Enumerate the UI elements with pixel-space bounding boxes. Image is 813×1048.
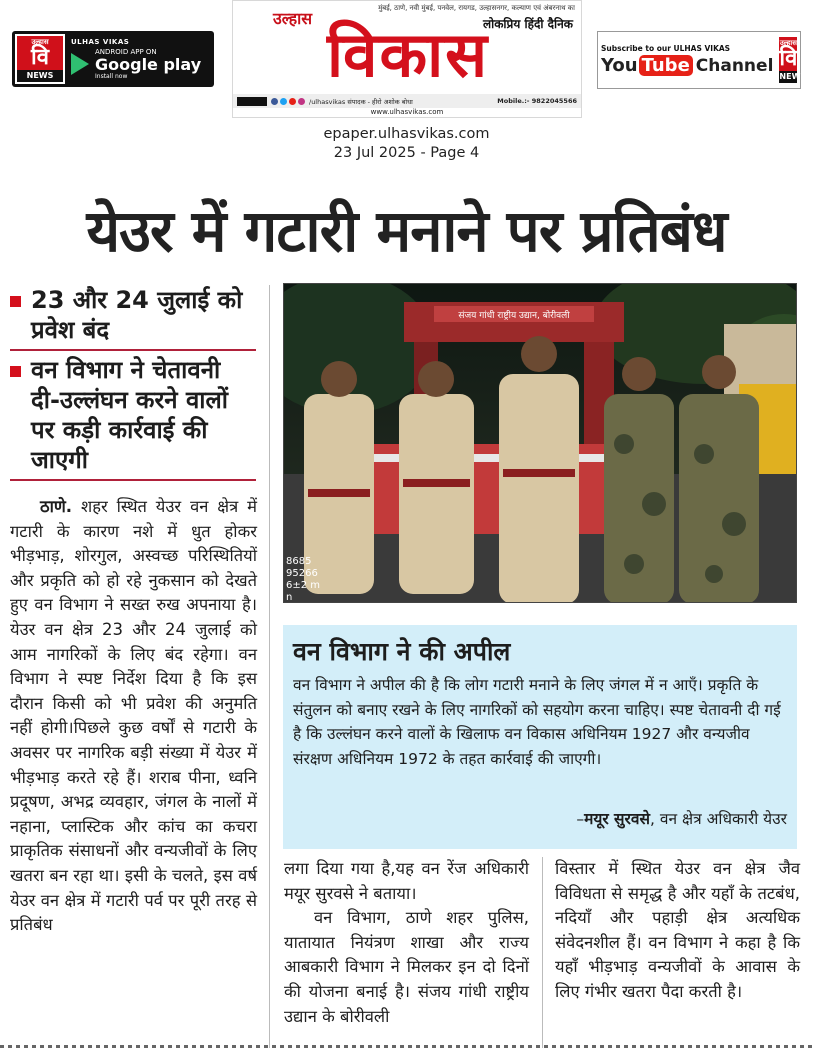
dateline: ठाणे.: [40, 497, 73, 516]
appeal-box: [283, 625, 797, 849]
red-square-bullet-icon: [10, 296, 21, 307]
youtube-icon: [289, 98, 296, 105]
bullet-text: वन विभाग ने चेतावनी दी-उल्लंघन करने वालों पर कड़ी कार्रवाई की जाएगी: [31, 356, 228, 474]
date-page: 23 Jul 2025 - Page 4: [333, 145, 480, 161]
stamp-line: 8685: [286, 556, 312, 567]
facebook-icon: [271, 98, 278, 105]
logo-news-strip: NEWS: [779, 72, 807, 81]
column-divider: [269, 285, 270, 1048]
logo-small-text: उल्हास: [31, 38, 49, 46]
google-play-label: Google play: [95, 55, 202, 74]
youtube-channel-word: Channel: [695, 55, 774, 76]
mobile-number: Mobile.:- 9822045566: [497, 97, 577, 105]
website-url[interactable]: www.ulhasvikas.com: [370, 108, 444, 116]
column-2-paragraph-1: लगा दिया गया है,यह वन रेंज अधिकारी मयूर सुरवसे ने बताया।: [284, 859, 529, 903]
column-1-text: शहर स्थित येउर वन क्षेत्र में गटारी के कारण नशे में धुत होकर भीड़भाड़, शोरगुल, अस्वच्छ परिस्थितियों और प्रकृति को हो रहे नुकसान को देखते हुए वन विभाग ने सख्त रुख अपनाया है। येउर वन क्षेत्र 23 और 24 जुलाई को आम नागरिकों के लिए बंद रहेगा। वन विभाग ने स्पष्ट निर्देश दिया है कि इस दौरान किसी को भी प्रवेश की अनुमति नहीं होगी।पिछले कुछ वर्षों से गटारी के अवसर पर नागरिक बड़ी संख्या में येउर में भीड़भाड़ करते रहे हैं। शराब पीना, ध्वनि प्रदूषण, अभद्र व्यवहार, जंगल के नालों में नहाना, प्लास्टिक और कांच का कचरा प्राकृतिक संसाधनों और वन्यजीवों के लिए खतरा बन रहा था। इसी के चलते, इस वर्ष येउर वन क्षेत्र में गटारी पर्व पर पूरी तरह से प्रतिबंध: [10, 497, 257, 935]
column-divider: [542, 857, 543, 1048]
logo-news-strip: NEWS: [17, 70, 63, 82]
android-app-on-label: ANDROID APP ON: [95, 48, 157, 56]
logo-letter: वि: [31, 45, 49, 70]
ulhas-vikas-news-logo: [15, 34, 65, 84]
google-play-mini-icon: [237, 97, 267, 106]
coverage-cities: मुंबई, ठाणे, नवी मुंबई, पनवेल, रायगड, उल्हासनगर, कल्याण एवं अंबरनाथ का: [378, 4, 575, 12]
youtube-logo: [601, 55, 773, 76]
ulhas-vikas-news-logo-right: [777, 35, 807, 85]
column-2-paragraph-2: वन विभाग, ठाणे शहर पुलिस, यातायात नियंत्रण शाखा और राज्य आबकारी विभाग ने मिलकर इन दो दिनों की योजना बनाई है। संजय गांधी राष्ट्रीय उद्यान के बोरीवली: [284, 908, 529, 1026]
brand-name-big: विकास: [326, 18, 490, 91]
appeal-body: वन विभाग ने अपील की है कि लोग गटारी मनाने के लिए जंगल में न आएँ। प्रकृति के संतुलन को बनाए रखने के लिए नागरिकों को सहयोग करना चाहिए। स्पष्ट चेतावनी दी गई है कि उल्लंघन करने वालों के खिलाफ वन विकास अधिनियम 1927 और वन्यजीव संरक्षण अधिनियम 1972 के तहत कार्रवाई की जाएगी।: [293, 676, 781, 768]
youtube-channel-badge[interactable]: [597, 31, 807, 89]
gate-sign-text: संजय गांधी राष्ट्रीय उद्यान, बोरीवली: [458, 311, 570, 321]
sign-dash: –: [576, 810, 585, 828]
bullet-item: [10, 349, 256, 479]
social-icons: [271, 98, 305, 105]
sign-role: , वन क्षेत्र अधिकारी येउर: [649, 810, 787, 828]
bullet-text: 23 और 24 जुलाई को प्रवेश बंद: [31, 286, 243, 344]
app-badge-title: ULHAS VIKAS: [71, 38, 130, 46]
stamp-line: 95266: [286, 568, 318, 579]
article-column-3: [555, 857, 800, 1005]
bullet-item: [10, 285, 256, 349]
brand-name-small: उल्हास: [273, 9, 313, 28]
youtube-tube: Tube: [639, 55, 693, 76]
logo-letter: वि: [779, 46, 798, 71]
stamp-line: n: [286, 592, 293, 603]
sign-name: मयूर सुरवसे: [584, 810, 650, 828]
epaper-site[interactable]: epaper.ulhasvikas.com: [323, 126, 490, 142]
article-column-1: [10, 495, 257, 938]
red-square-bullet-icon: [10, 366, 21, 377]
google-play-icon: [71, 53, 89, 75]
column-3-text: विस्तार में स्थित येउर वन क्षेत्र जैव विविधता से समृद्ध है और यहाँ के तटबंध, नदियाँ और पहाड़ी क्षेत्र अत्यधिक संवेदनशील हैं। वन विभाग ने कहा है कि यहाँ भीड़भाड़ वन्यजीवों के आवास के लिए गंभीर खतरा पैदा करती है।: [555, 859, 800, 1001]
photo-illustration: [284, 284, 797, 603]
twitter-icon: [280, 98, 287, 105]
masthead: [0, 0, 813, 122]
bullets-divider: [10, 479, 256, 481]
article-column-2: [284, 857, 529, 1029]
epaper-meta: [0, 125, 813, 163]
handle-editor-text: /ulhasvikas संपादक - हीरो अशोक बोधा: [309, 97, 413, 106]
appeal-title: वन विभाग ने की अपील: [293, 637, 511, 666]
android-app-badge[interactable]: [12, 31, 214, 87]
youtube-you: You: [601, 55, 638, 76]
instagram-icon: [298, 98, 305, 105]
forest-officers-photo: [283, 283, 797, 603]
google-play-area: [71, 34, 211, 84]
tagline: लोकप्रिय हिंदी दैनिक: [482, 17, 573, 31]
brand-info-bar: [233, 94, 581, 108]
logo-small-text: उल्हास: [779, 39, 797, 47]
appeal-signature: [576, 807, 787, 829]
stamp-line: 6±2 m: [286, 580, 321, 591]
newspaper-title-block: [232, 0, 582, 118]
subscribe-text: Subscribe to our ULHAS VIKAS: [601, 44, 731, 53]
highlight-bullets: [10, 285, 256, 481]
photo-stamp: [286, 556, 320, 603]
article-headline: येउर में गटारी मनाने पर प्रतिबंध: [86, 197, 727, 265]
install-now-label: Install now: [95, 73, 128, 80]
